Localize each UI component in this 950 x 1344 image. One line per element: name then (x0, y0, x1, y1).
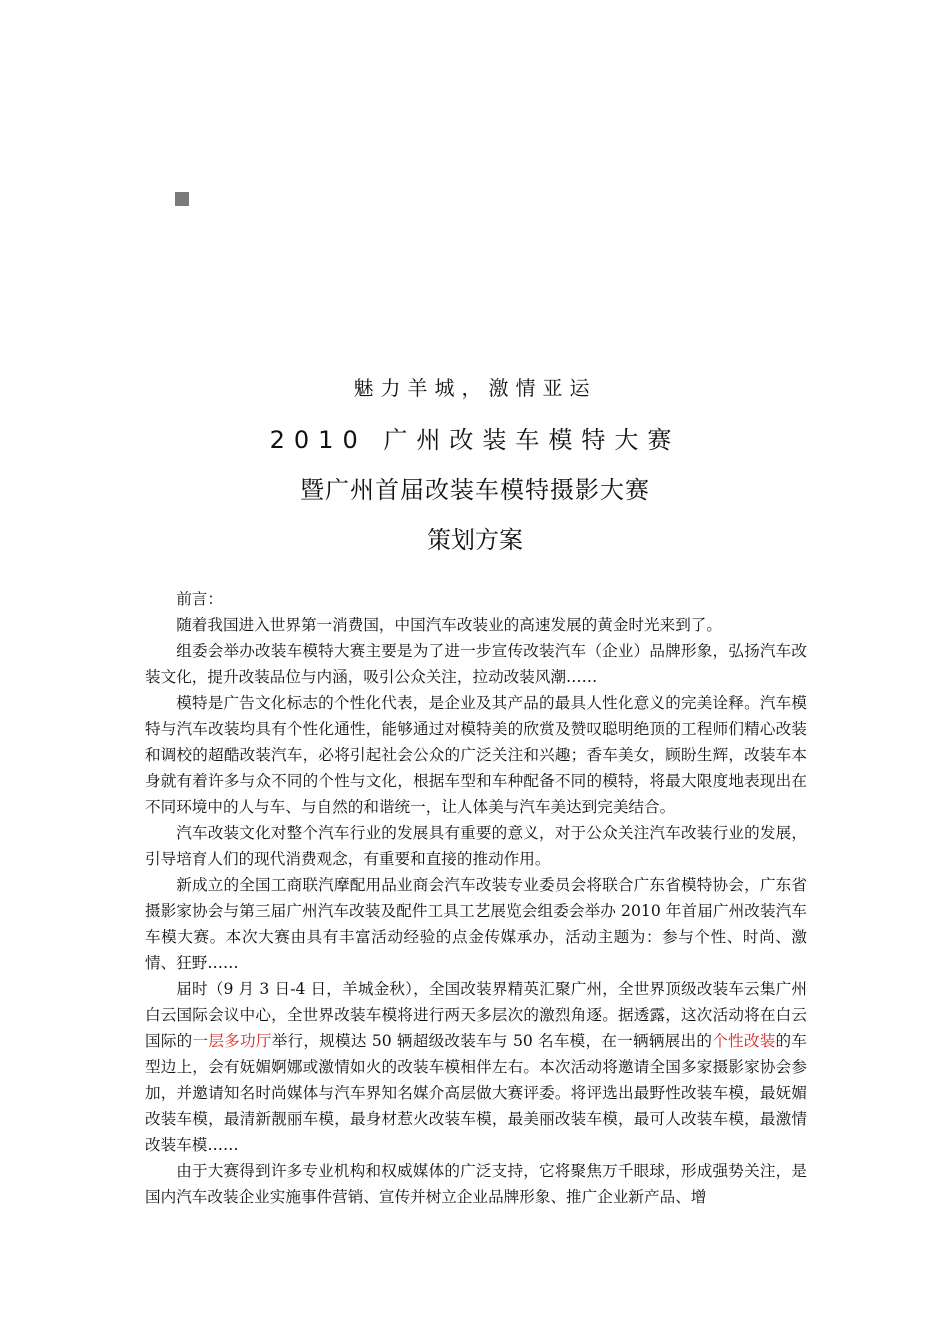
document-body (145, 586, 807, 1210)
paragraph-1: 随着我国进入世界第一消费国，中国汽车改装业的高速发展的黄金时光来到了。 (176, 616, 722, 634)
highlight-custom: 个性改装 (712, 1032, 776, 1050)
paragraph-2: 组委会举办改装车模特大赛主要是为了进一步宣传改装汽车（企业）品牌形象，弘扬汽车改装文化，提升改装品位与内涵，吸引公众关注，拉动改装风潮…… (145, 642, 807, 686)
title-slogan: 魅力羊城，激情亚运 (353, 376, 597, 400)
paragraph-6-part-c: 的车型边上，会有妩媚婀娜或激情如火的改装车模相伴左右。本次活动将邀请全国多家摄影家协会参加，并邀请知名时尚媒体与汽车界知名媒介高层做大赛评委。将评选出最野性改装车模，最妩媚改装车模，最清新靓丽车模，最身材惹火改装车模，最美丽改装车模，最可人改装车模，最激情改装车模…… (145, 1032, 807, 1154)
paragraph-6-part-a: 届时（9 月 3 日-4 日，羊城金秋），全国改装界精英汇聚广州，全世界顶级改装车云集广州白云国际会议中心，全世界改装车模将进行两天多层次的激烈角逐。据透露，这次活动将在白云国际的 (145, 980, 807, 1050)
square-bullet-icon (175, 192, 189, 206)
highlight-venue: 一层多功厅 (192, 1032, 272, 1050)
paragraph-5: 新成立的全国工商联汽摩配用品业商会汽车改装专业委员会将联合广东省模特协会，广东省摄影家协会与第三届广州汽车改装及配件工具工艺展览会组委会举办 2010 年首届广州改装汽车车模大赛。本次大赛由具有丰富活动经验的点金传媒承办，活动主题为：参与个性、时尚、激情、狂野…… (145, 876, 807, 972)
title-plan: 策划方案 (427, 526, 523, 554)
title-sub: 暨广州首届改装车模特摄影大赛 (300, 476, 650, 504)
paragraph-4: 汽车改装文化对整个汽车行业的发展具有重要的意义，对于公众关注汽车改装行业的发展，引导培育人们的现代消费观念，有重要和直接的推动作用。 (145, 824, 807, 868)
paragraph-6 (145, 976, 807, 1158)
paragraph-7: 由于大赛得到许多专业机构和权威媒体的广泛支持，它将聚焦万千眼球，形成强势关注，是国内汽车改装企业实施事件营销、宣传并树立企业品牌形象、推广企业新产品、增 (145, 1162, 807, 1206)
title-block (0, 372, 950, 558)
title-main: 2010 广州改装车模特大赛 (269, 426, 681, 454)
preface-label: 前言： (176, 590, 223, 608)
paragraph-3: 模特是广告文化标志的个性化代表，是企业及其产品的最具人性化意义的完美诠释。汽车模特与汽车改装均具有个性化通性，能够通过对模特美的欣赏及赞叹聪明绝顶的工程师们精心改装和调校的超酷改装汽车，必将引起社会公众的广泛关注和兴趣；香车美女，顾盼生辉，改装车本身就有着许多与众不同的个性与文化，根据车型和车种配备不同的模特，将最大限度地表现出在不同环境中的人与车、与自然的和谐统一，让人体美与汽车美达到完美结合。 (145, 694, 807, 816)
paragraph-6-part-b: 举行，规模达 50 辆超级改装车与 50 名车模，在一辆辆展出的 (271, 1032, 713, 1050)
